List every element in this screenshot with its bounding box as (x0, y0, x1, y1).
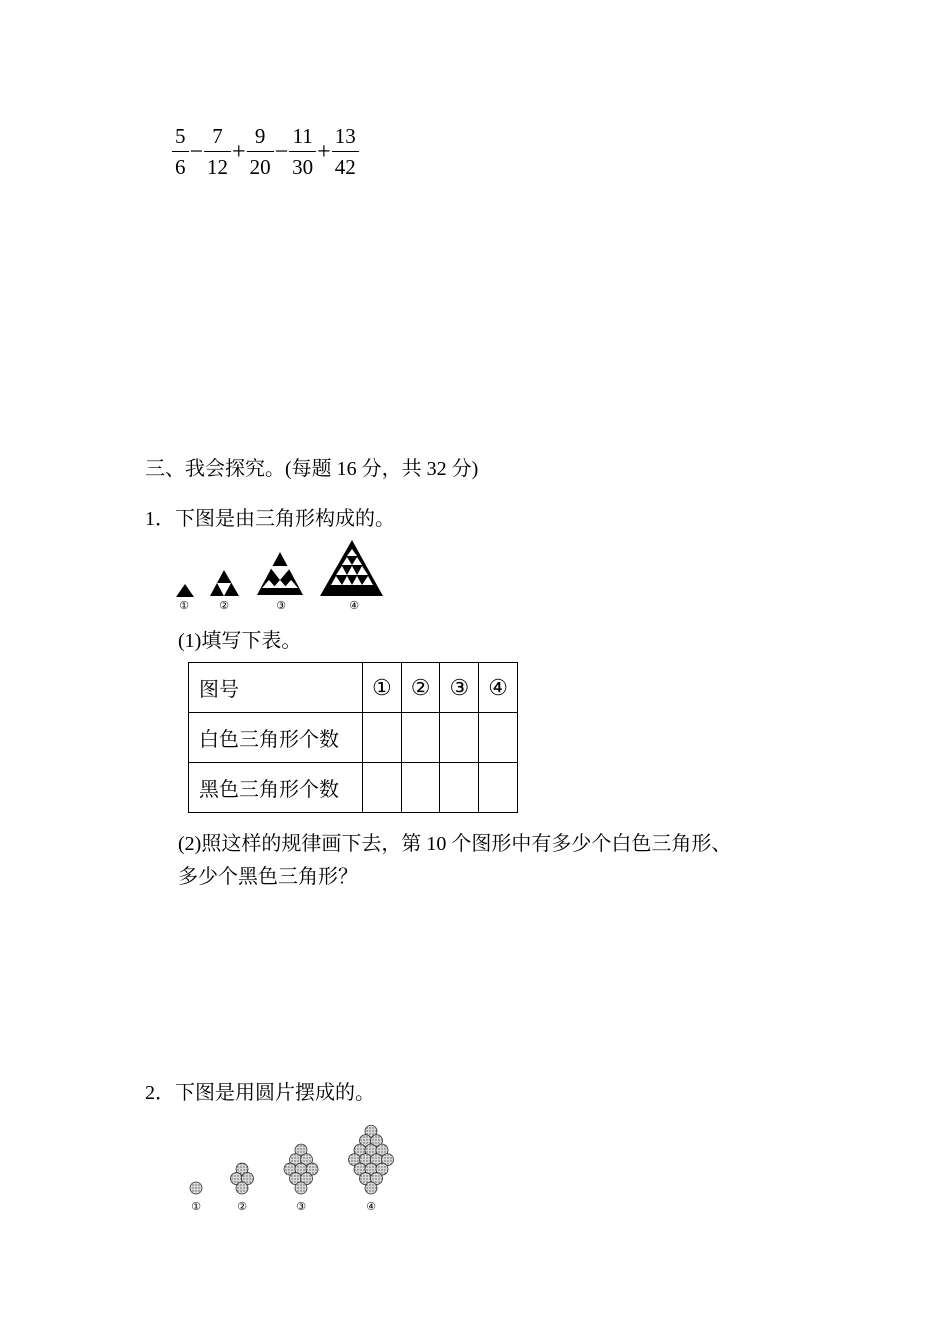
denominator: 12 (207, 155, 229, 179)
disc-group (190, 1125, 394, 1194)
denominator: 30 (292, 155, 314, 179)
operator: − (189, 138, 204, 165)
column-header-cell: ④ (479, 663, 518, 713)
answer-table (188, 662, 518, 813)
figure-label: ③ (296, 1200, 306, 1213)
answer-cell[interactable] (440, 763, 479, 813)
figure-label: ④ (349, 599, 359, 612)
fraction (172, 124, 189, 179)
row-label-cell: 黑色三角形个数 (189, 763, 363, 813)
denominator: 6 (175, 155, 186, 179)
operator: − (274, 138, 289, 165)
figure-label: ② (219, 599, 229, 612)
disc (236, 1182, 248, 1194)
black-triangle (176, 584, 194, 597)
operator: + (232, 138, 246, 165)
disc (190, 1182, 202, 1194)
column-header-cell: ① (363, 663, 402, 713)
question-2-text: 2．下图是用圆片摆成的。 (145, 1082, 375, 1104)
denominator: 20 (249, 155, 271, 179)
triangle-pattern-figure (168, 536, 398, 616)
numerator: 5 (175, 124, 186, 148)
table-header-cell: 图号 (189, 663, 363, 713)
answer-cell[interactable] (479, 713, 518, 763)
section-title: 三、我会探究。(每题 16 分，共 32 分) (145, 458, 479, 480)
fraction (204, 124, 231, 179)
answer-cell[interactable] (363, 713, 402, 763)
disc-pattern-figure (180, 1112, 410, 1222)
answer-cell[interactable] (401, 713, 440, 763)
numerator: 9 (254, 124, 266, 148)
sub-question-2-line-1: (2)照这样的规律画下去，第 10 个图形中有多少个白色三角形、 (178, 833, 732, 855)
table-row (189, 663, 518, 713)
sub-question-1: (1)填写下表。 (178, 630, 302, 652)
figure-label: ① (191, 1200, 201, 1213)
fraction-expression (172, 124, 359, 179)
column-header-cell: ② (401, 663, 440, 713)
figure-label: ② (237, 1200, 247, 1213)
figure-label: ① (179, 599, 189, 612)
answer-cell[interactable] (401, 763, 440, 813)
disc (365, 1182, 377, 1194)
fraction (247, 124, 274, 179)
operator: + (317, 138, 331, 165)
table-row (189, 713, 518, 763)
fraction (289, 124, 316, 179)
question-1-text: 1．下图是由三角形构成的。 (145, 508, 395, 530)
column-header-cell: ③ (440, 663, 479, 713)
fraction (332, 124, 359, 179)
figure-label: ③ (276, 599, 286, 612)
numerator: 13 (334, 124, 356, 148)
answer-cell[interactable] (440, 713, 479, 763)
disc (295, 1182, 307, 1194)
answer-cell[interactable] (363, 763, 402, 813)
figure-label: ④ (366, 1200, 376, 1213)
denominator: 42 (334, 155, 356, 179)
answer-cell[interactable] (479, 763, 518, 813)
sub-question-2-line-2: 多少个黑色三角形？ (178, 866, 358, 888)
numerator: 11 (292, 124, 313, 148)
table-row (189, 763, 518, 813)
row-label-cell: 白色三角形个数 (189, 713, 363, 763)
numerator: 7 (212, 124, 223, 148)
